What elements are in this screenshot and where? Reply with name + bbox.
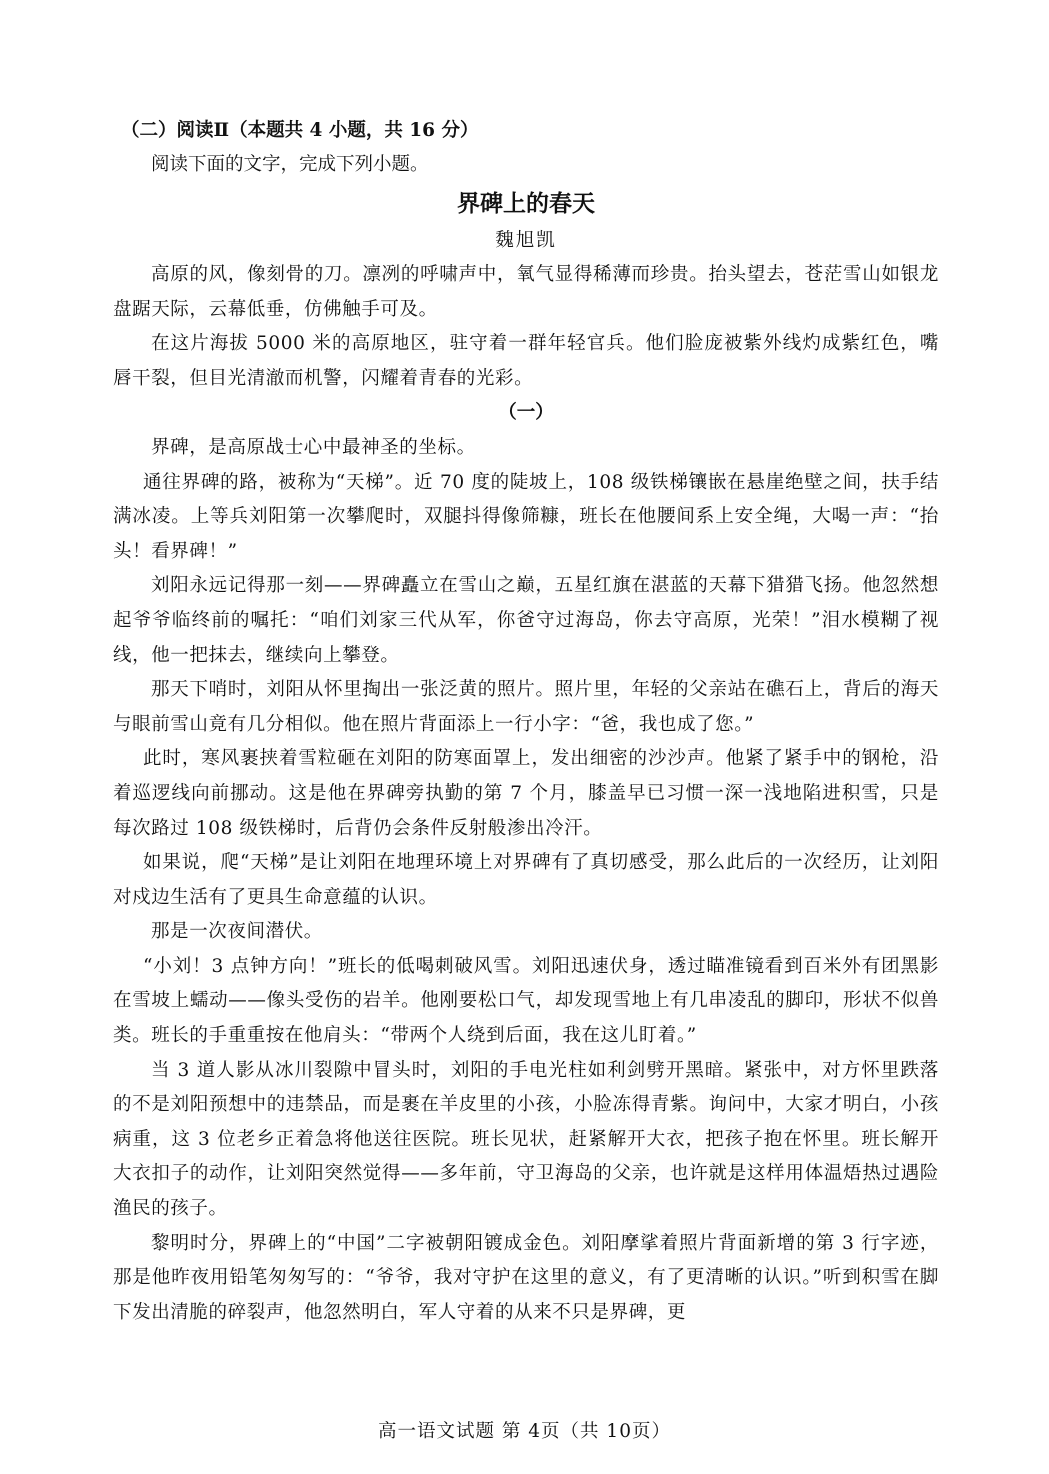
part-one-paragraph-4: 那天下哨时，刘阳从怀里掏出一张泛黄的照片。照片里，年轻的父亲站在礁石上，背后的海天与眼前雪山竟有几分相似。他在照片背面添上一行小字：“爸，我也成了您。”	[113, 679, 939, 735]
part-one-heading: （一）	[498, 402, 554, 424]
article-author: 魏旭凯	[495, 230, 557, 251]
part-one-paragraph-3: 刘阳永远记得那一刻——界碑矗立在雪山之巅，五星红旗在湛蓝的天幕下猎猎飞扬。他忽然想起爷爷临终前的嘱托：“咱们刘家三代从军，你爸守过海岛，你去守高原，光荣！”泪水模糊了视线，他一把抹去，继续向上攀登。	[113, 575, 939, 666]
intro-paragraph-1: 高原的风，像刻骨的刀。凛冽的呼啸声中，氧气显得稀薄而珍贵。抬头望去，苍茫雪山如银龙盘踞天际，云幕低垂，仿佛触手可及。	[113, 264, 939, 320]
article-title: 界碑上的春天	[457, 190, 595, 217]
intro-paragraph-2: 在这片海拔 5000 米的高原地区，驻守着一群年轻官兵。他们脸庞被紫外线灼成紫红色，嘴唇干裂，但目光清澈而机警，闪耀着青春的光彩。	[113, 333, 939, 389]
part-one-paragraph-2: 通往界碑的路，被称为“天梯”。近 70 度的陡坡上，108 级铁梯镶嵌在悬崖绝壁之间，扶手结满冰凌。上等兵刘阳第一次攀爬时，双腿抖得像筛糠，班长在他腰间系上安全绳，大喝一声：“抬头！看界碑！”	[113, 471, 939, 562]
page-content	[113, 114, 939, 1330]
part-one-paragraph-6: 如果说，爬“天梯”是让刘阳在地理环境上对界碑有了真切感受，那么此后的一次经历，让刘阳对戍边生活有了更具生命意蕴的认识。	[113, 852, 939, 908]
part-one-paragraph-5: 此时，寒风裹挟着雪粒砸在刘阳的防寒面罩上，发出细密的沙沙声。他紧了紧手中的钢枪，沿着巡逻线向前挪动。这是他在界碑旁执勤的第 7 个月，膝盖早已习惯一深一浅地陷进积雪，只是每次路过 108 级铁梯时，后背仍会条件反射般渗出冷汗。	[113, 748, 939, 839]
part-one-paragraph-1: 界碑，是高原战士心中最神圣的坐标。	[151, 436, 476, 458]
section-instruction: 阅读下面的文字，完成下列小题。	[151, 154, 429, 175]
part-one-paragraph-7: 那是一次夜间潜伏。	[151, 921, 323, 943]
page-footer: 高一语文试题 第 4页（共 10页）	[378, 1421, 671, 1442]
part-one-paragraph-8: “小刘！3 点钟方向！”班长的低喝刺破风雪。刘阳迅速伏身，透过瞄准镜看到百米外有团黑影在雪坡上蠕动——像头受伤的岩羊。他刚要松口气，却发现雪地上有几串凌乱的脚印，形状不似兽类。班长的手重重按在他肩头：“带两个人绕到后面，我在这儿盯着。”	[113, 955, 939, 1047]
part-one-paragraph-10: 黎明时分，界碑上的“中国”二字被朝阳镀成金色。刘阳摩挲着照片背面新增的第 3 行字迹，那是他昨夜用铅笔匆匆写的：“爷爷，我对守护在这里的意义，有了更清晰的认识。”听到积雪在脚下发出清脆的碎裂声，他忽然明白，军人守着的从来不只是界碑，更	[113, 1232, 939, 1323]
section-heading: （二）阅读Ⅱ（本题共 4 小题，共 16 分）	[121, 120, 479, 141]
part-one-paragraph-9: 当 3 道人影从冰川裂隙中冒头时，刘阳的手电光柱如利剑劈开黑暗。紧张中，对方怀里跌落的不是刘阳预想中的违禁品，而是裹在羊皮里的小孩，小脸冻得青紫。询问中，大家才明白，小孩病重，这 3 位老乡正着急将他送往医院。班长见状，赶紧解开大衣，把孩子抱在怀里。班长解开大衣扣子的动作，让刘阳突然觉得——多年前，守卫海岛的父亲，也许就是这样用体温焐热过遇险渔民的孩子。	[113, 1059, 939, 1220]
